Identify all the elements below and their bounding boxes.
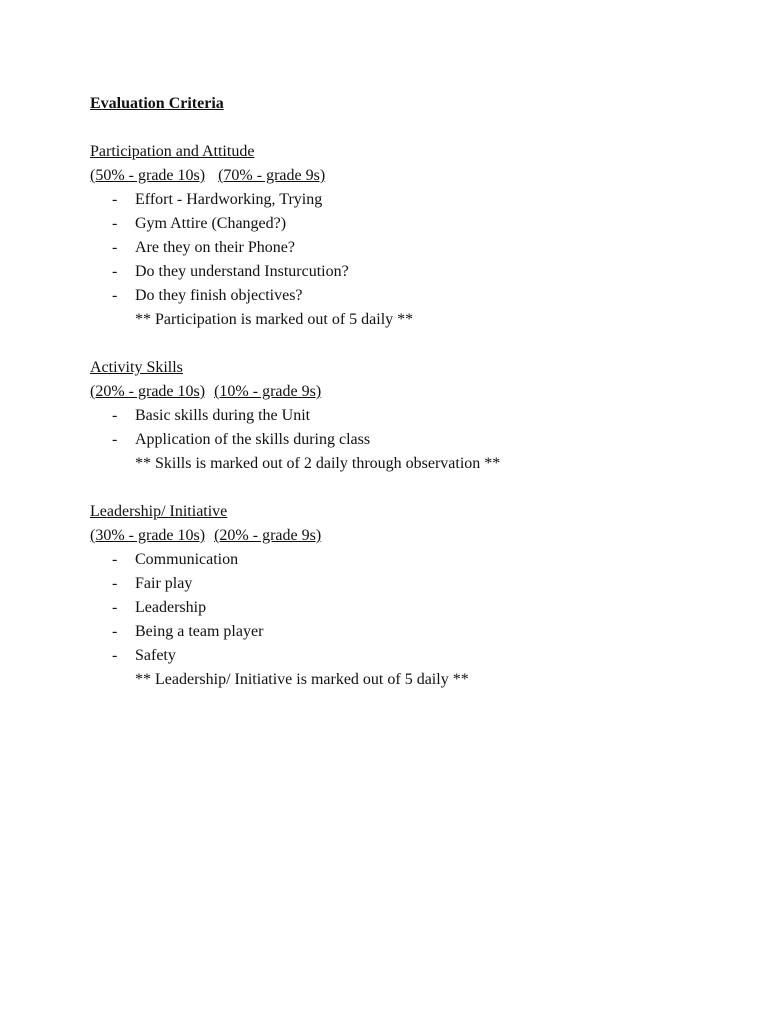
section-weights-leadership <box>90 524 730 548</box>
list-item-text: Basic skills during the Unit <box>135 407 311 424</box>
list-item <box>90 596 730 620</box>
list-item-text: Effort - Hardworking, Trying <box>135 191 323 208</box>
list-item-text: Fair play <box>135 575 193 592</box>
list-item <box>90 572 730 596</box>
list-item-text: Are they on their Phone? <box>135 239 295 256</box>
weight-grade-10: (20% - grade 10s) <box>90 383 206 400</box>
list-item-text: Gym Attire (Changed?) <box>135 215 287 232</box>
dash-marker: - <box>112 191 118 208</box>
section-weights-activity-skills <box>90 380 730 404</box>
list-item <box>90 404 730 428</box>
list-item <box>90 212 730 236</box>
list-item-text: Being a team player <box>135 623 264 640</box>
dash-marker: - <box>112 599 118 616</box>
list-item-text: Communication <box>135 551 239 568</box>
list-item-text: Application of the skills during class <box>135 431 371 448</box>
dash-marker: - <box>112 263 118 280</box>
list-item <box>90 188 730 212</box>
list-item-text: Safety <box>135 647 176 664</box>
weight-grade-10: (30% - grade 10s) <box>90 527 206 544</box>
section-note-activity-skills: ** Skills is marked out of 2 daily through observation ** <box>135 455 501 472</box>
weight-grade-9: (70% - grade 9s) <box>218 167 326 184</box>
list-item <box>90 428 730 452</box>
dash-marker: - <box>112 287 118 304</box>
dash-marker: - <box>112 215 118 232</box>
spacer <box>90 476 730 500</box>
weight-grade-10: (50% - grade 10s) <box>90 167 206 184</box>
list-item <box>90 548 730 572</box>
dash-marker: - <box>112 575 118 592</box>
list-item-text: Do they understand Insturcution? <box>135 263 349 280</box>
dash-marker: - <box>112 647 118 664</box>
section-heading-activity-skills: Activity Skills <box>90 359 183 376</box>
weight-grade-9: (10% - grade 9s) <box>214 383 322 400</box>
dash-marker: - <box>112 623 118 640</box>
list-item <box>90 644 730 668</box>
dash-marker: - <box>112 431 118 448</box>
document-title: Evaluation Criteria <box>90 95 224 112</box>
section-heading-participation: Participation and Attitude <box>90 143 255 160</box>
spacer <box>90 116 730 140</box>
dash-marker: - <box>112 407 118 424</box>
dash-marker: - <box>112 551 118 568</box>
list-item <box>90 260 730 284</box>
section-note-leadership: ** Leadership/ Initiative is marked out of 5 daily ** <box>135 671 469 688</box>
weight-grade-9: (20% - grade 9s) <box>214 527 322 544</box>
section-heading-leadership: Leadership/ Initiative <box>90 503 228 520</box>
list-item <box>90 620 730 644</box>
document-body <box>90 92 730 692</box>
list-item <box>90 284 730 308</box>
list-item <box>90 236 730 260</box>
list-item-text: Leadership <box>135 599 207 616</box>
section-weights-participation <box>90 164 730 188</box>
spacer <box>90 332 730 356</box>
list-item-text: Do they finish objectives? <box>135 287 303 304</box>
section-note-participation: ** Participation is marked out of 5 daily ** <box>135 311 414 328</box>
dash-marker: - <box>112 239 118 256</box>
